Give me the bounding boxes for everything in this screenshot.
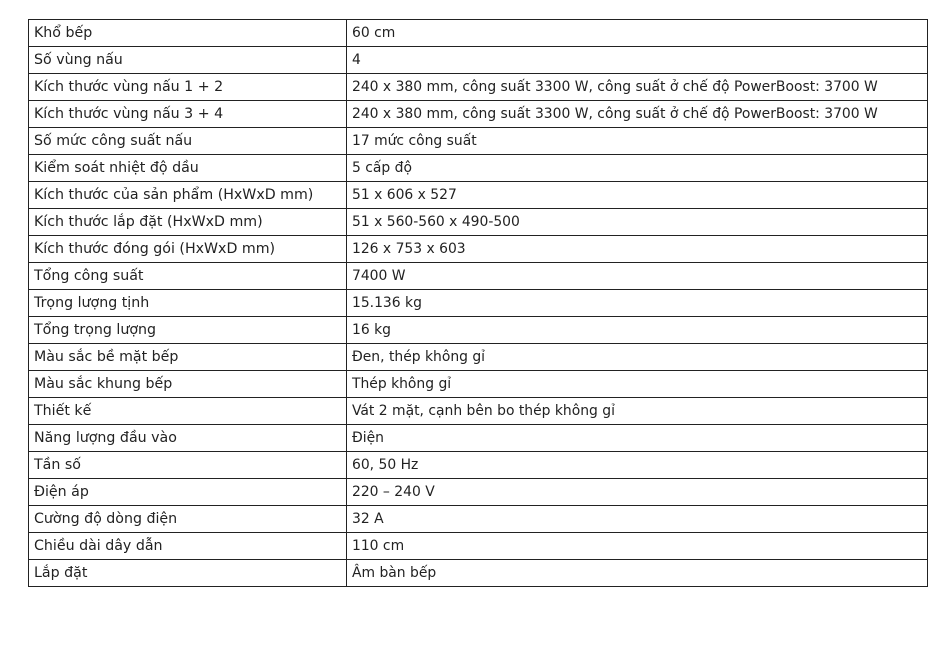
- spec-label: Màu sắc bề mặt bếp: [29, 344, 347, 371]
- spec-label: Kích thước vùng nấu 3 + 4: [29, 101, 347, 128]
- table-row: [29, 101, 928, 128]
- table-row: [29, 263, 928, 290]
- spec-label: Kích thước của sản phẩm (HxWxD mm): [29, 182, 347, 209]
- table-row: [29, 47, 928, 74]
- table-row: [29, 560, 928, 587]
- spec-label: Số vùng nấu: [29, 47, 347, 74]
- table-row: [29, 344, 928, 371]
- spec-label: Thiết kế: [29, 398, 347, 425]
- table-row: [29, 128, 928, 155]
- spec-value: Thép không gỉ: [347, 371, 928, 398]
- spec-label: Chiều dài dây dẫn: [29, 533, 347, 560]
- spec-value: 110 cm: [347, 533, 928, 560]
- table-row: [29, 452, 928, 479]
- spec-value: 32 A: [347, 506, 928, 533]
- spec-label: Cường độ dòng điện: [29, 506, 347, 533]
- spec-value: 126 x 753 x 603: [347, 236, 928, 263]
- spec-value: Điện: [347, 425, 928, 452]
- spec-label: Kích thước đóng gói (HxWxD mm): [29, 236, 347, 263]
- spec-value: Âm bàn bếp: [347, 560, 928, 587]
- spec-label: Kích thước vùng nấu 1 + 2: [29, 74, 347, 101]
- spec-label: Màu sắc khung bếp: [29, 371, 347, 398]
- table-row: [29, 290, 928, 317]
- table-row: [29, 317, 928, 344]
- spec-value: 51 x 606 x 527: [347, 182, 928, 209]
- spec-value: 240 x 380 mm, công suất 3300 W, công suất ở chế độ PowerBoost: 3700 W: [347, 101, 928, 128]
- table-row: [29, 425, 928, 452]
- spec-value: 17 mức công suất: [347, 128, 928, 155]
- spec-value: 60 cm: [347, 20, 928, 47]
- table-row: [29, 533, 928, 560]
- table-row: [29, 371, 928, 398]
- spec-value: 7400 W: [347, 263, 928, 290]
- table-row: [29, 74, 928, 101]
- spec-value: 240 x 380 mm, công suất 3300 W, công suất ở chế độ PowerBoost: 3700 W: [347, 74, 928, 101]
- table-row: [29, 398, 928, 425]
- spec-table: [28, 19, 928, 587]
- spec-value: 15.136 kg: [347, 290, 928, 317]
- spec-value: 60, 50 Hz: [347, 452, 928, 479]
- spec-value: 51 x 560-560 x 490-500: [347, 209, 928, 236]
- spec-value: Đen, thép không gỉ: [347, 344, 928, 371]
- spec-label: Điện áp: [29, 479, 347, 506]
- spec-label: Tần số: [29, 452, 347, 479]
- table-row: [29, 236, 928, 263]
- table-row: [29, 20, 928, 47]
- spec-value: 220 – 240 V: [347, 479, 928, 506]
- spec-label: Khổ bếp: [29, 20, 347, 47]
- spec-label: Năng lượng đầu vào: [29, 425, 347, 452]
- spec-label: Lắp đặt: [29, 560, 347, 587]
- spec-label: Tổng công suất: [29, 263, 347, 290]
- table-row: [29, 209, 928, 236]
- spec-label: Số mức công suất nấu: [29, 128, 347, 155]
- spec-value: 5 cấp độ: [347, 155, 928, 182]
- table-row: [29, 506, 928, 533]
- spec-value: Vát 2 mặt, cạnh bên bo thép không gỉ: [347, 398, 928, 425]
- spec-value: 4: [347, 47, 928, 74]
- spec-label: Trọng lượng tịnh: [29, 290, 347, 317]
- table-row: [29, 479, 928, 506]
- spec-value: 16 kg: [347, 317, 928, 344]
- table-row: [29, 155, 928, 182]
- spec-label: Kích thước lắp đặt (HxWxD mm): [29, 209, 347, 236]
- table-row: [29, 182, 928, 209]
- spec-label: Tổng trọng lượng: [29, 317, 347, 344]
- spec-label: Kiểm soát nhiệt độ dầu: [29, 155, 347, 182]
